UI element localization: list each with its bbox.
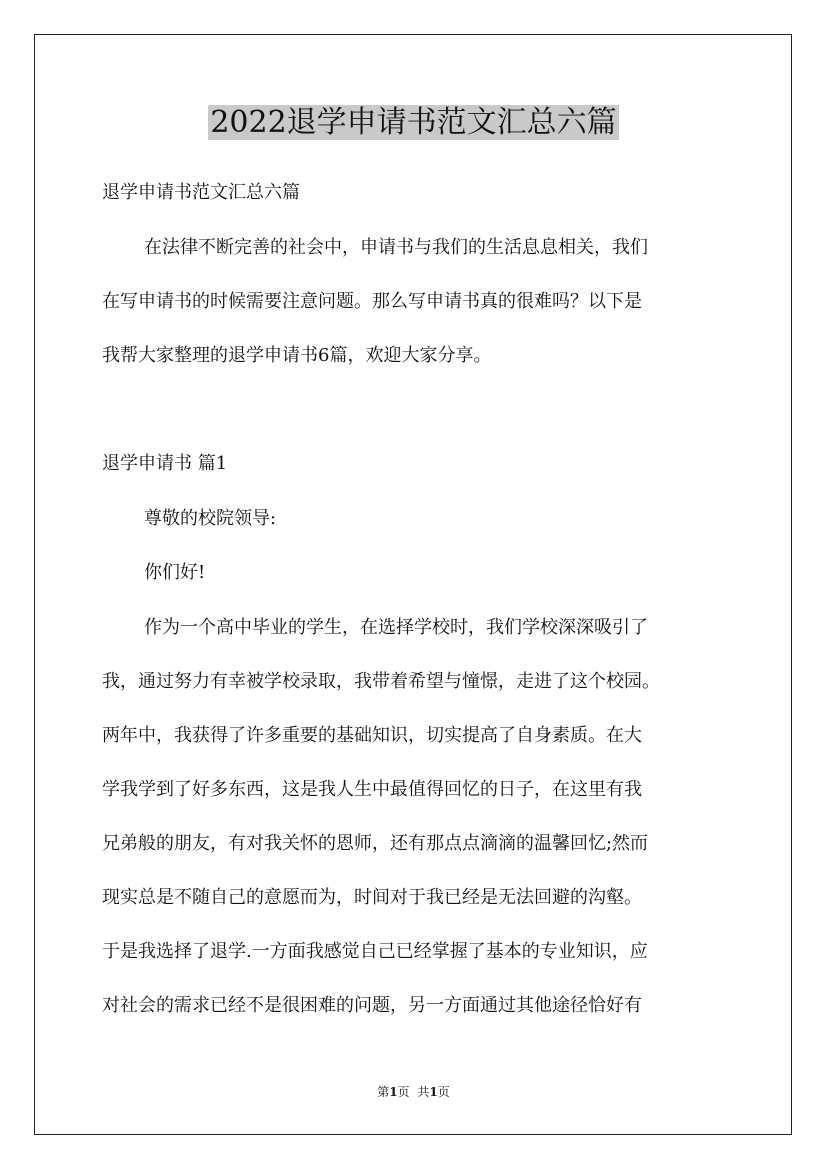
total-label-prefix: 共 xyxy=(417,1085,430,1099)
body-line-2: 我，通过努力有幸被学校录取，我带着希望与憧憬，走进了这个校园。 xyxy=(102,671,660,692)
salutation: 尊敬的校院领导: xyxy=(144,508,277,529)
document-title xyxy=(0,101,827,145)
intro-line-1: 在法律不断完善的社会中，申请书与我们的生活息息相关，我们 xyxy=(144,237,648,258)
body-line-3: 两年中，我获得了许多重要的基础知识，切实提高了自身素质。在大 xyxy=(102,725,642,746)
intro-line-3: 我帮大家整理的退学申请书6篇，欢迎大家分享。 xyxy=(102,345,492,366)
intro-line-2: 在写申请书的时候需要注意问题。那么写申请书真的很难吗？以下是 xyxy=(102,291,642,312)
body-line-7: 于是我选择了退学.一方面我感觉自己已经掌握了基本的专业知识，应 xyxy=(102,941,648,962)
page-label-suffix: 页 xyxy=(397,1085,410,1099)
total-label-suffix: 页 xyxy=(437,1085,450,1099)
page-number: 1 xyxy=(389,1085,398,1099)
document-subtitle: 退学申请书范文汇总六篇 xyxy=(102,182,300,203)
greeting: 你们好! xyxy=(144,562,206,583)
body-line-4: 学我学到了好多东西，这是我人生中最值得回忆的日子，在这里有我 xyxy=(102,779,642,800)
body-line-6: 现实总是不随自己的意愿而为，时间对于我已经是无法回避的沟壑。 xyxy=(102,887,642,908)
page-footer xyxy=(0,1084,827,1100)
document-title-text: 2022退学申请书范文汇总六篇 xyxy=(210,105,617,140)
section-heading: 退学申请书 篇1 xyxy=(102,453,228,474)
body-line-5: 兄弟般的朋友，有对我关怀的恩师，还有那点点滴滴的温馨回忆;然而 xyxy=(102,833,649,854)
body-line-1: 作为一个高中毕业的学生，在选择学校时，我们学校深深吸引了 xyxy=(144,617,648,638)
page-label-prefix: 第 xyxy=(377,1085,390,1099)
body-line-8: 对社会的需求已经不是很困难的问题，另一方面通过其他途径恰好有 xyxy=(102,995,642,1016)
total-pages: 1 xyxy=(429,1085,438,1099)
